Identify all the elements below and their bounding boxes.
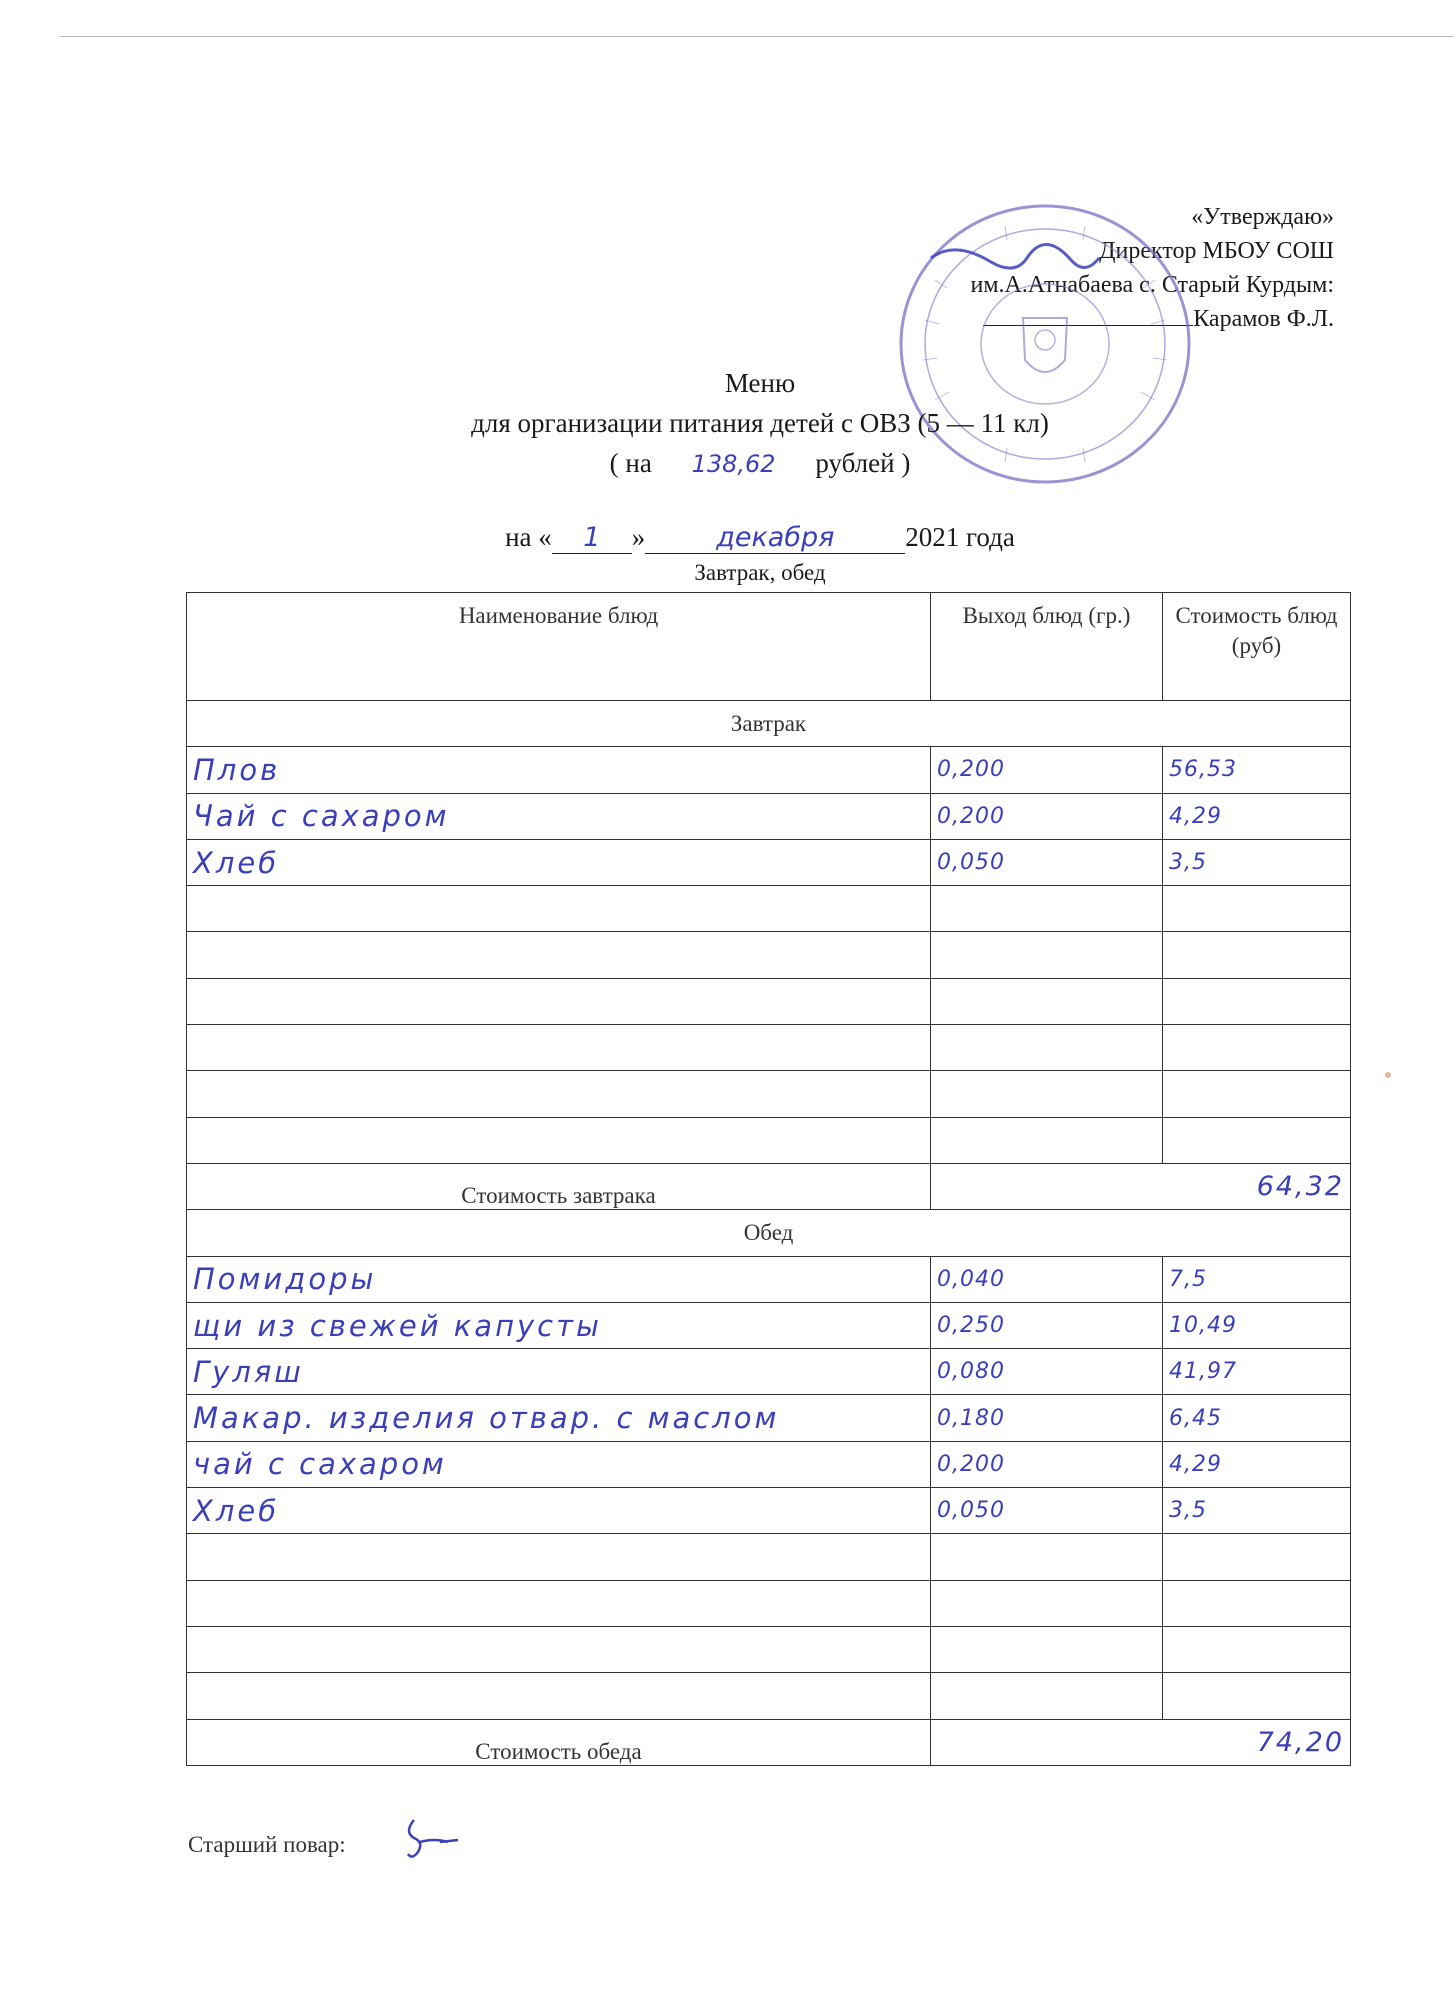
- dish-cost: 7,5: [1163, 1256, 1351, 1302]
- dish-name: Плов: [187, 747, 931, 793]
- dish-name: [187, 1580, 931, 1626]
- approval-school: им.А.Атнабаева с. Старый Курдым:: [970, 272, 1334, 298]
- dish-cost: [1163, 1117, 1351, 1163]
- header-yield: Выход блюд (гр.): [931, 593, 1163, 701]
- dish-cost: [1163, 978, 1351, 1024]
- dish-cost: 41,97: [1163, 1349, 1351, 1395]
- dish-name: чай с сахаром: [187, 1441, 931, 1487]
- dish-yield: 0,040: [931, 1256, 1163, 1302]
- dish-cost: 3,5: [1163, 839, 1351, 885]
- table-row: [187, 1071, 1351, 1117]
- dish-cost: [1163, 1025, 1351, 1071]
- budget-prefix: ( на: [609, 448, 652, 478]
- lunch-total-row: [187, 1719, 1351, 1765]
- document-subtitle: для организации питания детей с ОВЗ (5 — 11 кл): [471, 408, 1049, 438]
- dish-name: [187, 1117, 931, 1163]
- table-row: [187, 1349, 1351, 1395]
- dish-name: [187, 886, 931, 932]
- dish-cost: 4,29: [1163, 1441, 1351, 1487]
- dish-name: Помидоры: [187, 1256, 931, 1302]
- dish-cost: 10,49: [1163, 1302, 1351, 1348]
- breakfast-section-label: Завтрак: [187, 701, 1351, 747]
- dish-yield: [931, 1117, 1163, 1163]
- dish-cost: 4,29: [1163, 793, 1351, 839]
- table-row: [187, 1488, 1351, 1534]
- dish-name: [187, 932, 931, 978]
- dish-name: [187, 1626, 931, 1672]
- breakfast-total-label: Стоимость завтрака: [187, 1163, 931, 1209]
- breakfast-section-row: [187, 701, 1351, 747]
- budget-line: [160, 448, 1360, 479]
- dish-yield: 0,050: [931, 839, 1163, 885]
- dish-name: Гуляш: [187, 1349, 931, 1395]
- header-cost: Стоимость блюд (руб): [1163, 593, 1351, 701]
- dish-name: щи из свежей капусты: [187, 1302, 931, 1348]
- dish-yield: [931, 1071, 1163, 1117]
- date-suffix: 2021 года: [905, 522, 1015, 552]
- date-month: декабря: [645, 522, 905, 554]
- approval-signatory: Карамов Ф.Л.: [1193, 306, 1334, 332]
- dish-yield: 0,200: [931, 747, 1163, 793]
- dish-name: [187, 978, 931, 1024]
- director-signature-scribble: [931, 244, 1099, 268]
- lunch-section-label: Обед: [187, 1210, 1351, 1256]
- dish-cost: [1163, 1673, 1351, 1719]
- breakfast-total-row: [187, 1163, 1351, 1209]
- chef-label: Старший повар:: [188, 1832, 346, 1857]
- approval-position: Директор МБОУ СОШ: [1099, 238, 1334, 264]
- breakfast-total-value: 64,32: [931, 1163, 1351, 1209]
- dish-yield: [931, 1580, 1163, 1626]
- lunch-total-label: Стоимость обеда: [187, 1719, 931, 1765]
- budget-amount: 138,62: [691, 450, 776, 478]
- dish-yield: 0,080: [931, 1349, 1163, 1395]
- dish-yield: [931, 1534, 1163, 1580]
- dish-cost: [1163, 1626, 1351, 1672]
- dish-name: Хлеб: [187, 839, 931, 885]
- dish-name: Чай с сахаром: [187, 793, 931, 839]
- dish-name: [187, 1673, 931, 1719]
- dish-yield: [931, 1673, 1163, 1719]
- dish-yield: 0,050: [931, 1488, 1163, 1534]
- table-row: [187, 1441, 1351, 1487]
- table-row: [187, 747, 1351, 793]
- table-row: [187, 793, 1351, 839]
- table-row: [187, 1534, 1351, 1580]
- table-header-row: [187, 593, 1351, 701]
- dish-cost: 6,45: [1163, 1395, 1351, 1441]
- dish-cost: [1163, 1071, 1351, 1117]
- dish-yield: [931, 932, 1163, 978]
- lunch-total-value: 74,20: [931, 1719, 1351, 1765]
- dish-cost: [1163, 886, 1351, 932]
- table-row: [187, 1673, 1351, 1719]
- table-row: [187, 1580, 1351, 1626]
- table-row: [187, 1302, 1351, 1348]
- document-title: Меню: [724, 368, 796, 398]
- paper-speck: [1385, 1072, 1391, 1078]
- dish-yield: 0,180: [931, 1395, 1163, 1441]
- dish-cost: 3,5: [1163, 1488, 1351, 1534]
- dish-name: [187, 1025, 931, 1071]
- menu-table: [186, 592, 1351, 1766]
- dish-yield: 0,200: [931, 1441, 1163, 1487]
- lunch-section-row: [187, 1210, 1351, 1256]
- dish-yield: [931, 1025, 1163, 1071]
- top-rule: [60, 36, 1454, 37]
- date-day: 1: [552, 522, 632, 554]
- dish-name: Макар. изделия отвар. с маслом: [187, 1395, 931, 1441]
- dish-yield: 0,200: [931, 793, 1163, 839]
- dish-cost: [1163, 1580, 1351, 1626]
- dish-yield: 0,250: [931, 1302, 1163, 1348]
- table-row: [187, 1395, 1351, 1441]
- dish-cost: [1163, 1534, 1351, 1580]
- table-row: [187, 1025, 1351, 1071]
- date-prefix: на «: [505, 522, 552, 552]
- dish-name: [187, 1071, 931, 1117]
- dish-yield: [931, 978, 1163, 1024]
- table-row: [187, 1256, 1351, 1302]
- date-mid: »: [631, 522, 646, 552]
- dish-yield: [931, 1626, 1163, 1672]
- dish-cost: [1163, 932, 1351, 978]
- dish-yield: [931, 886, 1163, 932]
- table-row: [187, 978, 1351, 1024]
- table-row: [187, 839, 1351, 885]
- chef-signature: [400, 1812, 464, 1862]
- date-line: [160, 522, 1360, 554]
- table-row: [187, 1626, 1351, 1672]
- header-dish-name: Наименование блюд: [187, 593, 931, 701]
- dish-name: Хлеб: [187, 1488, 931, 1534]
- approval-heading: «Утверждаю»: [1191, 204, 1334, 230]
- school-stamp: [895, 200, 1195, 488]
- budget-suffix: рублей ): [815, 448, 911, 478]
- dish-cost: 56,53: [1163, 747, 1351, 793]
- meal-type: Завтрак, обед: [694, 560, 826, 585]
- table-row: [187, 886, 1351, 932]
- dish-name: [187, 1534, 931, 1580]
- table-row: [187, 1117, 1351, 1163]
- table-row: [187, 932, 1351, 978]
